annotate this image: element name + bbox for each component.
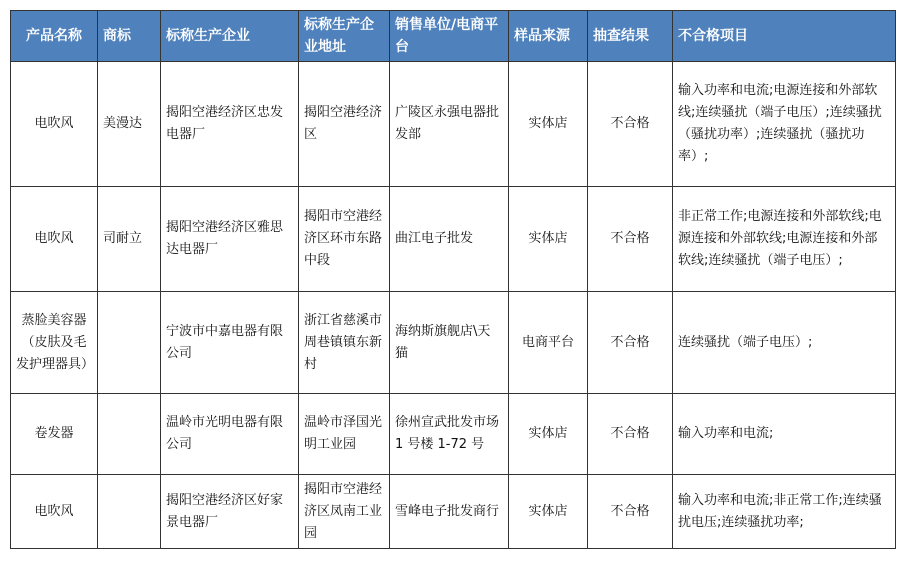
- cell-maker: 揭阳空港经济区雅思达电器厂: [161, 187, 299, 292]
- cell-brand: 美漫达: [98, 62, 161, 187]
- cell-brand: 司耐立: [98, 187, 161, 292]
- cell-source: 实体店: [509, 394, 588, 475]
- header-product: 产品名称: [11, 11, 98, 62]
- cell-source: 实体店: [509, 187, 588, 292]
- header-result: 抽查结果: [588, 11, 673, 62]
- cell-seller: 曲江电子批发: [390, 187, 509, 292]
- header-source: 样品来源: [509, 11, 588, 62]
- table-row: [11, 292, 896, 394]
- cell-product: 电吹风: [11, 475, 98, 549]
- cell-source: 实体店: [509, 62, 588, 187]
- cell-items: 输入功率和电流;非正常工作;连续骚扰电压;连续骚扰功率;: [673, 475, 896, 549]
- cell-address: 温岭市泽国光明工业园: [299, 394, 390, 475]
- table-row: [11, 187, 896, 292]
- cell-maker: 揭阳空港经济区忠发电器厂: [161, 62, 299, 187]
- cell-maker: 揭阳空港经济区好家景电器厂: [161, 475, 299, 549]
- header-brand: 商标: [98, 11, 161, 62]
- cell-source: 电商平台: [509, 292, 588, 394]
- cell-items: 输入功率和电流;电源连接和外部软线;连续骚扰（端子电压）;连续骚扰（骚扰功率）;连续骚扰（骚扰功率）;: [673, 62, 896, 187]
- cell-source: 实体店: [509, 475, 588, 549]
- cell-address: 浙江省慈溪市周巷镇镇东新村: [299, 292, 390, 394]
- cell-brand: [98, 394, 161, 475]
- cell-seller: 海纳斯旗舰店\天猫: [390, 292, 509, 394]
- cell-result: 不合格: [588, 187, 673, 292]
- cell-result: 不合格: [588, 62, 673, 187]
- header-row: [11, 11, 896, 62]
- header-address: 标称生产企业地址: [299, 11, 390, 62]
- cell-seller: 雪峰电子批发商行: [390, 475, 509, 549]
- cell-brand: [98, 292, 161, 394]
- header-items: 不合格项目: [673, 11, 896, 62]
- cell-brand: [98, 475, 161, 549]
- cell-result: 不合格: [588, 292, 673, 394]
- table-row: [11, 475, 896, 549]
- cell-address: 揭阳市空港经济区环市东路中段: [299, 187, 390, 292]
- table-row: [11, 394, 896, 475]
- inspection-results-table: [10, 10, 896, 549]
- cell-maker: 宁波市中嘉电器有限公司: [161, 292, 299, 394]
- cell-address: 揭阳市空港经济区凤南工业园: [299, 475, 390, 549]
- cell-seller: 徐州宣武批发市场 1 号楼 1-72 号: [390, 394, 509, 475]
- cell-items: 输入功率和电流;: [673, 394, 896, 475]
- cell-result: 不合格: [588, 475, 673, 549]
- cell-items: 非正常工作;电源连接和外部软线;电源连接和外部软线;电源连接和外部软线;连续骚扰（端子电压）;: [673, 187, 896, 292]
- header-maker: 标称生产企业: [161, 11, 299, 62]
- cell-address: 揭阳空港经济区: [299, 62, 390, 187]
- cell-product: 电吹风: [11, 187, 98, 292]
- table-row: [11, 62, 896, 187]
- cell-items: 连续骚扰（端子电压）;: [673, 292, 896, 394]
- header-seller: 销售单位/电商平台: [390, 11, 509, 62]
- cell-product: 卷发器: [11, 394, 98, 475]
- cell-product: 蒸脸美容器（皮肤及毛发护理器具）: [11, 292, 98, 394]
- cell-maker: 温岭市光明电器有限公司: [161, 394, 299, 475]
- cell-seller: 广陵区永强电器批发部: [390, 62, 509, 187]
- cell-result: 不合格: [588, 394, 673, 475]
- cell-product: 电吹风: [11, 62, 98, 187]
